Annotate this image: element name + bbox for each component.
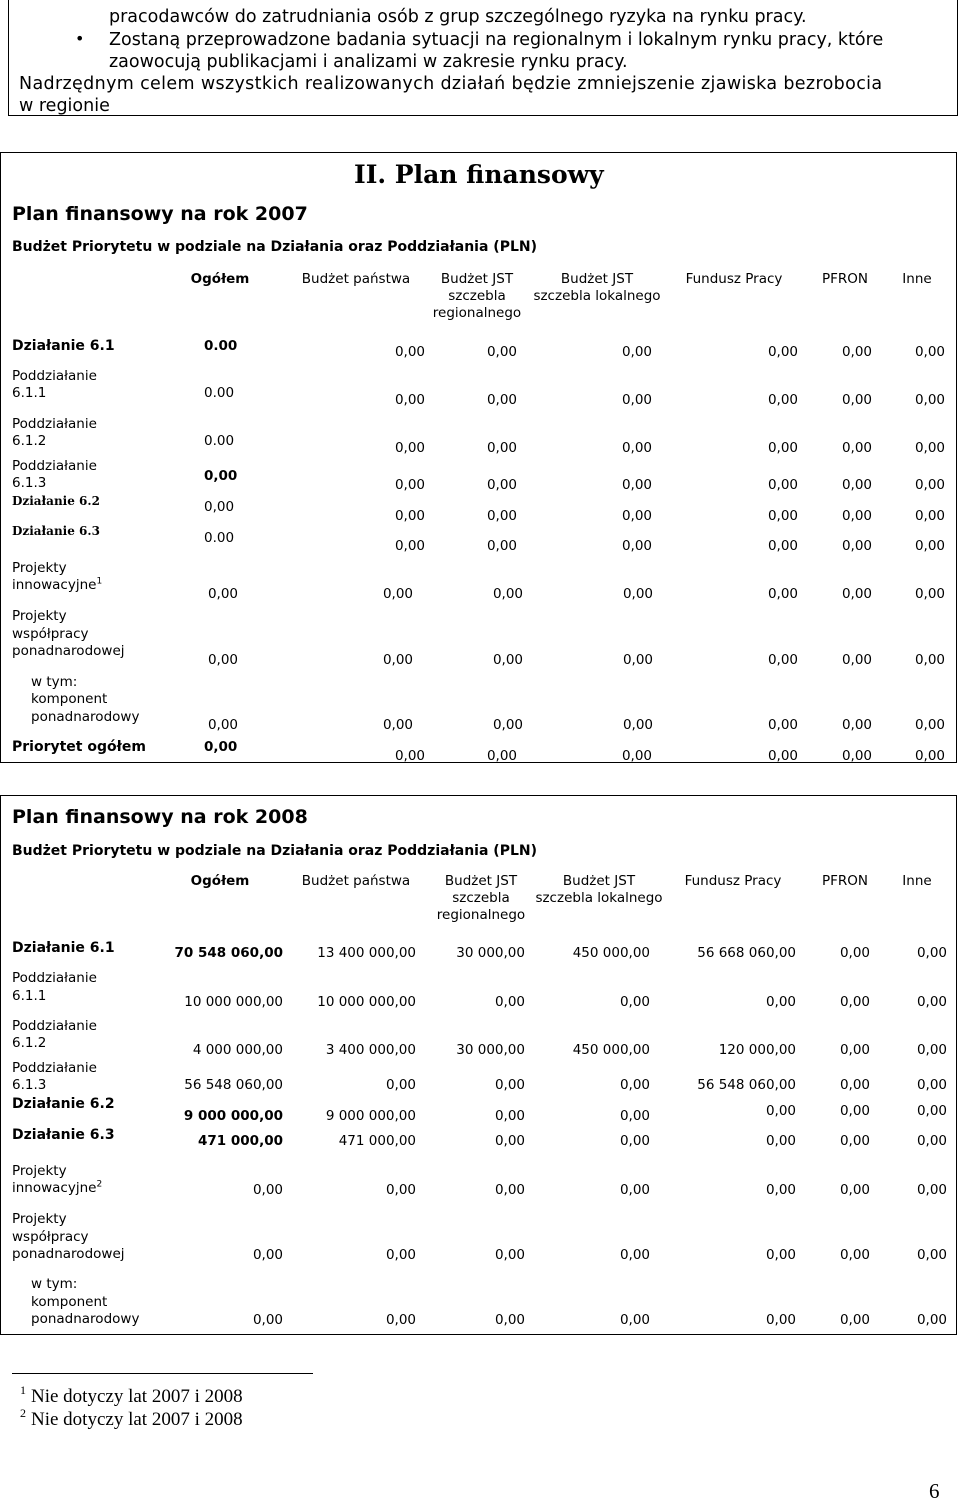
table-cell: 0,00 xyxy=(382,652,413,668)
row-label-dzialanie-6-3: Działanie 6.3 xyxy=(12,524,100,538)
table-cell: 0,00 xyxy=(622,717,653,733)
column-header: Ogółem xyxy=(190,271,250,287)
table-cell: 0,00 xyxy=(494,1182,525,1198)
row-label-komponent: komponent xyxy=(31,691,108,707)
table-cell: 0,00 xyxy=(767,586,798,602)
table-cell: 0,00 xyxy=(916,945,947,961)
table-cell: 0,00 xyxy=(494,994,525,1010)
ogolem-value: 0.00 xyxy=(204,338,238,354)
column-header: Budżet JST szczebla lokalnego xyxy=(533,271,661,304)
row-label-komponent: komponent xyxy=(31,1294,108,1310)
table-cell: 0,00 xyxy=(494,1077,525,1093)
table-cell: 0,00 xyxy=(621,748,652,764)
intro-box xyxy=(8,0,958,116)
table-cell: 0,00 xyxy=(494,1133,525,1149)
table-cell: 0,00 xyxy=(252,1247,283,1263)
row-label-poddzialanie: Poddziałanie xyxy=(12,1060,97,1076)
table-cell: 0,00 xyxy=(841,748,872,764)
table-cell: 0,00 xyxy=(765,1103,796,1119)
row-label-ponadnarodowej: ponadnarodowej xyxy=(12,643,125,659)
intro-line-4: Nadrzędnym celem wszystkich realizowanych działań będzie zmniejszenie zjawiska bezrobocia xyxy=(19,74,883,94)
table-cell: 0,00 xyxy=(486,392,517,408)
plan-2007-title: Plan finansowy na rok 2007 xyxy=(12,203,308,225)
table-cell: 0,00 xyxy=(916,1247,947,1263)
row-label-6-1-3: 6.1.3 xyxy=(12,1077,47,1093)
table-cell: 30 000,00 xyxy=(456,1042,525,1058)
table-cell: 0,00 xyxy=(394,392,425,408)
row-label-dzialanie-6-2: Działanie 6.2 xyxy=(12,1096,115,1112)
plan-2008-title: Plan finansowy na rok 2008 xyxy=(12,806,308,828)
table-cell: 0,00 xyxy=(621,440,652,456)
table-cell: 0,00 xyxy=(765,1133,796,1149)
table-cell: 0,00 xyxy=(839,1182,870,1198)
table-cell: 13 400 000,00 xyxy=(317,945,416,961)
table-cell: 0,00 xyxy=(914,586,945,602)
table-cell: 3 400 000,00 xyxy=(325,1042,416,1058)
row-label-w-tym: w tym: xyxy=(31,1276,78,1292)
table-cell: 0,00 xyxy=(252,1312,283,1328)
table-cell: 0,00 xyxy=(486,344,517,360)
column-header: Budżet JST szczebla lokalnego xyxy=(535,873,663,906)
table-cell: 0,00 xyxy=(841,652,872,668)
row-label-poddzialanie: Poddziałanie xyxy=(12,416,97,432)
intro-line-1: pracodawców do zatrudniania osób z grup szczególnego ryzyka na rynku pracy. xyxy=(109,7,807,27)
row-label-innowacyjne xyxy=(12,1180,102,1197)
table-cell: 0,00 xyxy=(914,748,945,764)
table-cell: 0,00 xyxy=(494,1312,525,1328)
innowacyjne-text: innowacyjne xyxy=(12,577,97,593)
table-cell: 0,00 xyxy=(916,1077,947,1093)
table-cell: 0,00 xyxy=(619,1182,650,1198)
table-cell: 0,00 xyxy=(492,586,523,602)
table-cell: 0,00 xyxy=(914,717,945,733)
table-cell: 0,00 xyxy=(382,586,413,602)
table-cell: 0,00 xyxy=(914,477,945,493)
table-cell: 0,00 xyxy=(765,1247,796,1263)
row-label-dzialanie-6-1: Działanie 6.1 xyxy=(12,338,115,354)
table-cell: 56 668 060,00 xyxy=(697,945,796,961)
table-cell: 0,00 xyxy=(767,344,798,360)
innowacyjne-text: innowacyjne xyxy=(12,1180,97,1196)
table-cell: 0,00 xyxy=(767,748,798,764)
table-cell: 30 000,00 xyxy=(456,945,525,961)
bullet: • xyxy=(75,29,85,48)
row-label-ponadnarodowy: ponadnarodowy xyxy=(31,1311,140,1327)
table-cell: 0,00 xyxy=(916,1103,947,1119)
row-label-poddzialanie: Poddziałanie xyxy=(12,458,97,474)
table-cell: 0,00 xyxy=(619,1312,650,1328)
table-cell: 0,00 xyxy=(916,1042,947,1058)
table-cell: 0,00 xyxy=(486,748,517,764)
table-cell: 0,00 xyxy=(494,1108,525,1124)
table-cell: 0,00 xyxy=(486,538,517,554)
table-cell: 0,00 xyxy=(619,1077,650,1093)
ogolem-value: 0.00 xyxy=(204,385,235,401)
section-title xyxy=(354,160,604,189)
column-header: Budżet państwa xyxy=(301,271,411,287)
row-label-dzialanie-6-3: Działanie 6.3 xyxy=(12,1127,115,1143)
page-number: 6 xyxy=(929,1479,940,1503)
table-cell: 0,00 xyxy=(841,538,872,554)
table-cell: 0,00 xyxy=(492,717,523,733)
table-cell: 0,00 xyxy=(916,1133,947,1149)
footnote-divider xyxy=(12,1373,313,1374)
table-cell: 0,00 xyxy=(619,994,650,1010)
table-cell: 70 548 060,00 xyxy=(174,945,283,961)
plan-2008-subtitle: Budżet Priorytetu w podziale na Działania oraz Poddziałania (PLN) xyxy=(12,843,537,859)
table-cell: 0,00 xyxy=(494,1247,525,1263)
table-cell: 0,00 xyxy=(394,344,425,360)
row-label-wspolpracy: współpracy xyxy=(12,626,89,642)
table-cell: 0,00 xyxy=(767,477,798,493)
table-cell: 0,00 xyxy=(621,508,652,524)
table-cell: 0,00 xyxy=(207,652,238,668)
ogolem-value: 0.00 xyxy=(204,530,235,546)
column-header: Inne xyxy=(902,873,932,889)
row-label-6-1-3: 6.1.3 xyxy=(12,475,47,491)
row-label-poddzialanie: Poddziałanie xyxy=(12,1018,97,1034)
row-label-dzialanie-6-1: Działanie 6.1 xyxy=(12,940,115,956)
table-cell: 0,00 xyxy=(916,994,947,1010)
table-cell: 56 548 060,00 xyxy=(184,1077,283,1093)
table-cell: 10 000 000,00 xyxy=(184,994,283,1010)
table-cell: 0,00 xyxy=(382,717,413,733)
row-label-6-1-2: 6.1.2 xyxy=(12,1035,47,1051)
footnote-1-text: Nie dotyczy lat 2007 i 2008 xyxy=(31,1386,243,1407)
table-cell: 0,00 xyxy=(622,652,653,668)
table-cell: 0,00 xyxy=(767,392,798,408)
table-cell: 0,00 xyxy=(385,1182,416,1198)
column-header: Budżet państwa xyxy=(301,873,411,889)
table-cell: 0,00 xyxy=(841,440,872,456)
row-label-projekty: Projekty xyxy=(12,608,67,624)
table-cell: 0,00 xyxy=(765,1182,796,1198)
table-cell: 0,00 xyxy=(252,1182,283,1198)
footnote-2-num: 2 xyxy=(20,1406,26,1420)
table-cell: 0,00 xyxy=(914,652,945,668)
table-cell: 0,00 xyxy=(841,477,872,493)
table-cell: 9 000 000,00 xyxy=(183,1108,283,1124)
table-cell: 0,00 xyxy=(916,1182,947,1198)
table-cell: 0,00 xyxy=(765,994,796,1010)
ogolem-value: 0,00 xyxy=(204,739,238,755)
row-label-6-1-2: 6.1.2 xyxy=(12,433,47,449)
table-cell: 0,00 xyxy=(839,1103,870,1119)
column-header: Budżet JST szczebla regionalnego xyxy=(432,271,522,321)
table-cell: 0,00 xyxy=(621,392,652,408)
table-cell: 0,00 xyxy=(839,1247,870,1263)
table-cell: 471 000,00 xyxy=(198,1133,283,1149)
table-cell: 471 000,00 xyxy=(338,1133,416,1149)
table-cell: 0,00 xyxy=(767,440,798,456)
table-cell: 0,00 xyxy=(207,717,238,733)
table-cell: 0,00 xyxy=(914,538,945,554)
table-cell: 0,00 xyxy=(619,1133,650,1149)
table-cell: 0,00 xyxy=(839,945,870,961)
table-cell: 0,00 xyxy=(914,392,945,408)
table-cell: 0,00 xyxy=(385,1077,416,1093)
table-cell: 0,00 xyxy=(839,1133,870,1149)
footnote-ref-1: 1 xyxy=(96,576,103,587)
plan-2007-subtitle: Budżet Priorytetu w podziale na Działania oraz Poddziałania (PLN) xyxy=(12,239,537,255)
table-cell: 0,00 xyxy=(621,538,652,554)
ogolem-value: 0,00 xyxy=(204,468,238,484)
footnote-2-text: Nie dotyczy lat 2007 i 2008 xyxy=(31,1409,243,1430)
footnote-ref-2: 2 xyxy=(96,1179,103,1190)
table-cell: 0,00 xyxy=(619,1108,650,1124)
table-cell: 0,00 xyxy=(621,344,652,360)
table-cell: 0,00 xyxy=(207,586,238,602)
row-label-ponadnarodowy: ponadnarodowy xyxy=(31,709,140,725)
table-cell: 0,00 xyxy=(841,717,872,733)
row-label-w-tym: w tym: xyxy=(31,674,78,690)
table-cell: 0,00 xyxy=(914,344,945,360)
row-label-ponadnarodowej: ponadnarodowej xyxy=(12,1246,125,1262)
ogolem-value: 0.00 xyxy=(204,433,235,449)
table-cell: 4 000 000,00 xyxy=(192,1042,283,1058)
table-cell: 0,00 xyxy=(841,392,872,408)
table-cell: 0,00 xyxy=(765,1312,796,1328)
row-label-poddzialanie: Poddziałanie xyxy=(12,970,97,986)
table-cell: 450 000,00 xyxy=(572,945,650,961)
table-cell: 0,00 xyxy=(767,717,798,733)
table-cell: 0,00 xyxy=(492,652,523,668)
table-cell: 0,00 xyxy=(486,440,517,456)
intro-line-2: Zostaną przeprowadzone badania sytuacji na regionalnym i lokalnym rynku pracy, które xyxy=(109,30,884,50)
table-cell: 0,00 xyxy=(767,508,798,524)
table-cell: 0,00 xyxy=(486,477,517,493)
table-cell: 0,00 xyxy=(916,1312,947,1328)
intro-line-3: zaowocują publikacjami i analizami w zakresie rynku pracy. xyxy=(109,52,628,72)
section-title-text: II. Plan finansowy xyxy=(354,160,604,189)
ogolem-value: 0,00 xyxy=(204,499,235,515)
table-cell: 0,00 xyxy=(767,538,798,554)
table-cell: 0,00 xyxy=(839,1077,870,1093)
table-cell: 0,00 xyxy=(839,1042,870,1058)
table-cell: 0,00 xyxy=(486,508,517,524)
table-cell: 0,00 xyxy=(621,477,652,493)
table-cell: 9 000 000,00 xyxy=(325,1108,416,1124)
row-label-projekty: Projekty xyxy=(12,560,67,576)
table-cell: 0,00 xyxy=(914,508,945,524)
table-cell: 0,00 xyxy=(394,477,425,493)
table-cell: 0,00 xyxy=(914,440,945,456)
table-cell: 0,00 xyxy=(841,344,872,360)
table-cell: 0,00 xyxy=(394,508,425,524)
row-label-6-1-1: 6.1.1 xyxy=(12,385,47,401)
table-cell: 0,00 xyxy=(839,994,870,1010)
row-label-wspolpracy: współpracy xyxy=(12,1229,89,1245)
row-label-projekty: Projekty xyxy=(12,1163,67,1179)
table-cell: 0,00 xyxy=(841,508,872,524)
row-label-projekty: Projekty xyxy=(12,1211,67,1227)
row-label-poddzialanie: Poddziałanie xyxy=(12,368,97,384)
column-header: Fundusz Pracy xyxy=(684,873,782,889)
column-header: Budżet JST szczebla regionalnego xyxy=(436,873,526,923)
column-header: Inne xyxy=(902,271,932,287)
column-header: Ogółem xyxy=(190,873,250,889)
column-header: PFRON xyxy=(821,873,868,889)
table-cell: 0,00 xyxy=(394,538,425,554)
row-label-innowacyjne xyxy=(12,577,102,594)
row-label-6-1-1: 6.1.1 xyxy=(12,988,47,1004)
table-cell: 120 000,00 xyxy=(718,1042,796,1058)
table-cell: 10 000 000,00 xyxy=(317,994,416,1010)
footnote-1-num: 1 xyxy=(20,1383,26,1397)
intro-line-5: w regionie xyxy=(19,96,110,116)
table-cell: 450 000,00 xyxy=(572,1042,650,1058)
table-cell: 0,00 xyxy=(767,652,798,668)
table-cell: 0,00 xyxy=(394,440,425,456)
table-cell: 0,00 xyxy=(385,1312,416,1328)
column-header: PFRON xyxy=(821,271,868,287)
table-cell: 0,00 xyxy=(385,1247,416,1263)
table-cell: 0,00 xyxy=(839,1312,870,1328)
row-label-priorytet-ogolem: Priorytet ogółem xyxy=(12,739,146,755)
table-cell: 0,00 xyxy=(394,748,425,764)
table-cell: 56 548 060,00 xyxy=(697,1077,796,1093)
column-header: Fundusz Pracy xyxy=(685,271,783,287)
table-cell: 0,00 xyxy=(622,586,653,602)
table-cell: 0,00 xyxy=(841,586,872,602)
row-label-dzialanie-6-2: Działanie 6.2 xyxy=(12,494,100,508)
table-cell: 0,00 xyxy=(619,1247,650,1263)
